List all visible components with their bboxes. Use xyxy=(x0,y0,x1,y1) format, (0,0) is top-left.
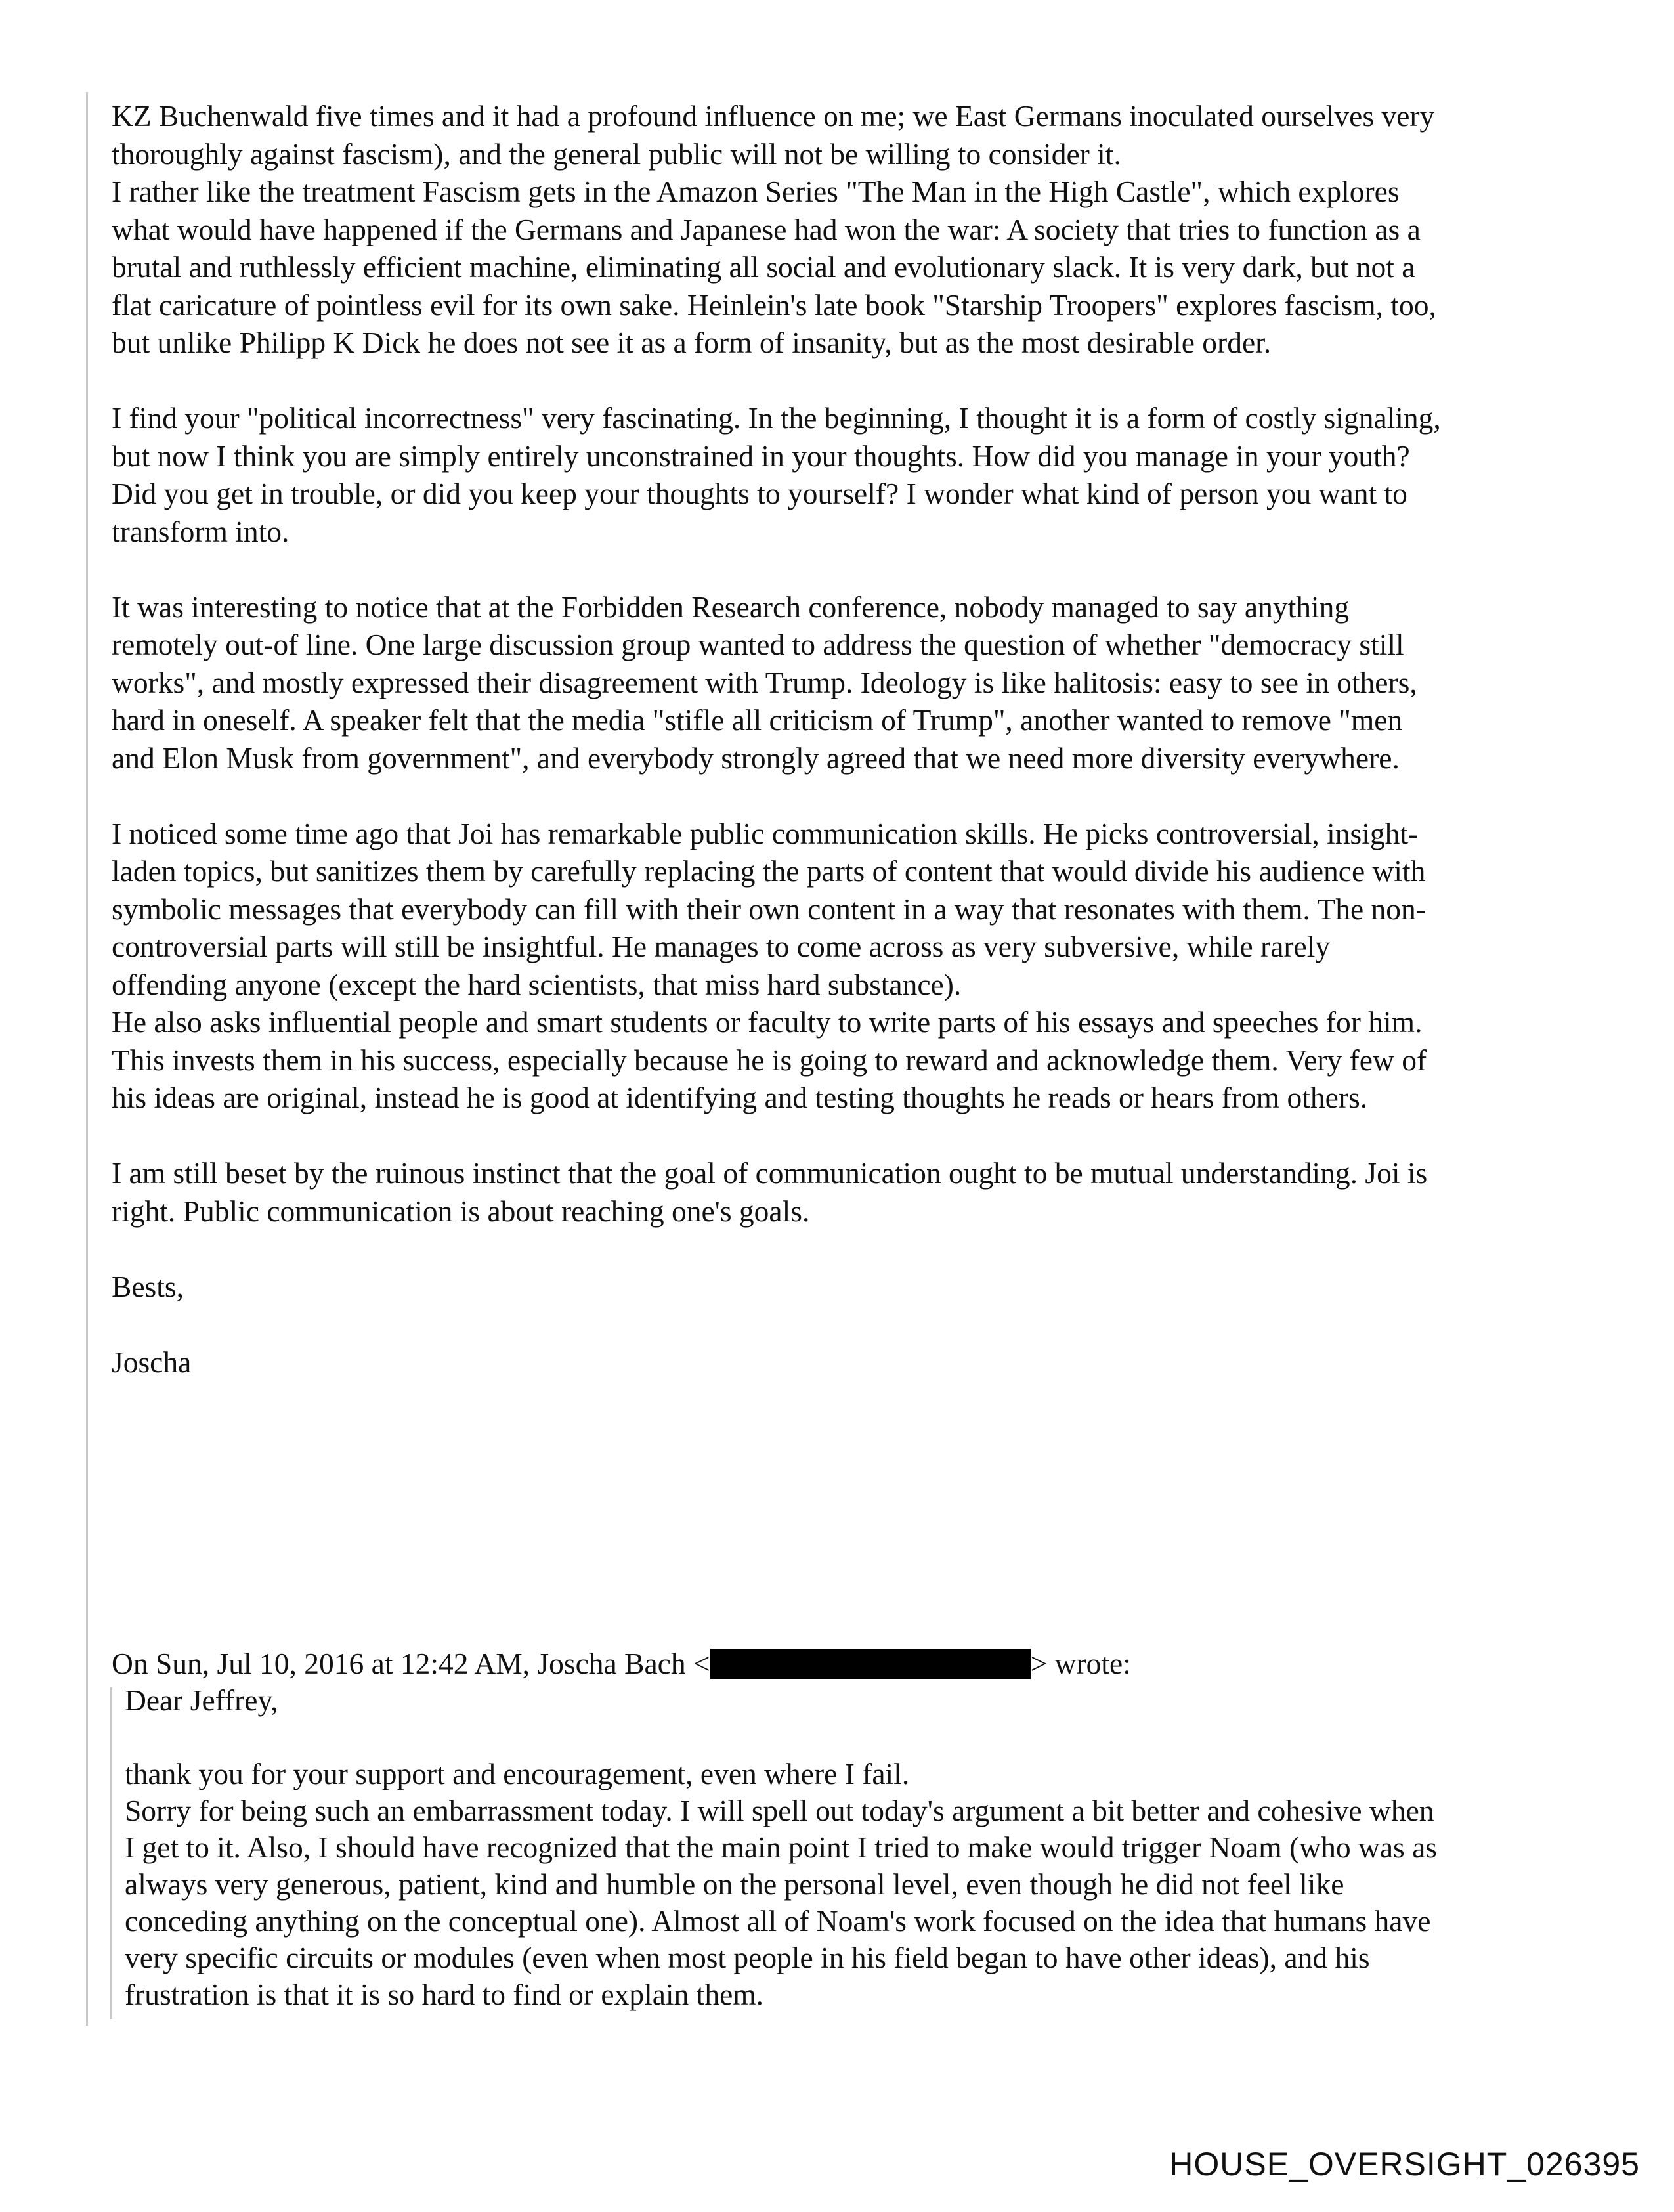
quote-bar-outer xyxy=(86,92,88,2026)
attribution-suffix: > wrote: xyxy=(1030,1647,1131,1680)
sign-off: Bests, xyxy=(112,1269,184,1303)
quoted-greeting: Dear Jeffrey, xyxy=(125,1683,278,1717)
redacted-email-address xyxy=(710,1649,1031,1679)
paragraph-political-incorrectness: I find your "political incorrectness" very fascinating. In the beginning, I thought it is a form of costly signaling, but now I think you are simply entirely unconstrained in your thoughts. How did you manage in your youth? Did you get in trouble, or did you keep your thoughts to yourself? I wonder what kind of person you want to transform into. xyxy=(112,401,1441,548)
quoted-message xyxy=(125,1682,1589,2013)
attribution-prefix: On Sun, Jul 10, 2016 at 12:42 AM, Joscha Bach < xyxy=(112,1647,710,1680)
reply-attribution xyxy=(112,1645,1582,1683)
paragraph-forbidden-research: It was interesting to notice that at the Forbidden Research conference, nobody managed to say anything remotely out-of line. One large discussion group wanted to address the question of whether "democracy still works", and mostly expressed their disagreement with Trump. Ideology is like halitosis: easy to see in others, hard in oneself. A speaker felt that the media "stifle all criticism of Trump", another wanted to remove "men and Elon Musk from government", and everybody strongly agreed that we need more diversity everywhere. xyxy=(112,590,1417,775)
paragraph-joi-communication: I noticed some time ago that Joi has remarkable public communication skills. He picks controversial, insight- laden topics, but sanitizes them by carefully replacing the parts of content that would divide his audience with symbolic messages that everybody can fill with their own content in a way that resonates with them. The non- controversial parts will still be insightful. He manages to come across as very subversive, while rarely offending anyone (except the hard scientists, that miss hard substance). He also asks influential people and smart students or faculty to write parts of his essays and speeches for him. This invests them in his success, especially because he is going to reward and acknowledge them. Very few of his ideas are original, instead he is good at identifying and testing thoughts he reads or hears from others. xyxy=(112,816,1427,1114)
quote-bar-inner xyxy=(110,1687,112,2019)
quoted-body: thank you for your support and encouragement, even where I fail. Sorry for being such an embarrassment today. I will spell out today's argument a bit better and cohesive when I get to it. Also, I should have recognized that the main point I tried to make would trigger Noam (who was as always very generous, patient, kind and humble on the personal level, even though he did not feel like conceding anything on the conceptual one). Almost all of Noam's work focused on the idea that humans have very specific circuits or modules (even when most people in his field began to have other ideas), and his frustration is that it is so hard to find or explain them. xyxy=(125,1757,1438,2011)
email-body xyxy=(112,97,1582,1381)
signature: Joscha xyxy=(112,1345,192,1379)
paragraph-mutual-understanding: I am still beset by the ruinous instinct that the goal of communication ought to be mutual understanding. Joi is right. Public communication is about reaching one's goals. xyxy=(112,1156,1428,1228)
bates-number: HOUSE_OVERSIGHT_026395 xyxy=(1169,2146,1640,2182)
paragraph-fascism: KZ Buchenwald five times and it had a profound influence on me; we East Germans inoculated ourselves very thoroughly against fascism), and the general public will not be willing to consider it. I rather like the treatment Fascism gets in the Amazon Series "The Man in the High Castle", which explores what would have happened if the Germans and Japanese had won the war: A society that tries to function as a brutal and ruthlessly efficient machine, eliminating all social and evolutionary slack. It is very dark, but not a flat caricature of pointless evil for its own sake. Heinlein's late book "Starship Troopers" explores fascism, too, but unlike Philipp K Dick he does not see it as a form of insanity, but as the most desirable order. xyxy=(112,99,1436,359)
